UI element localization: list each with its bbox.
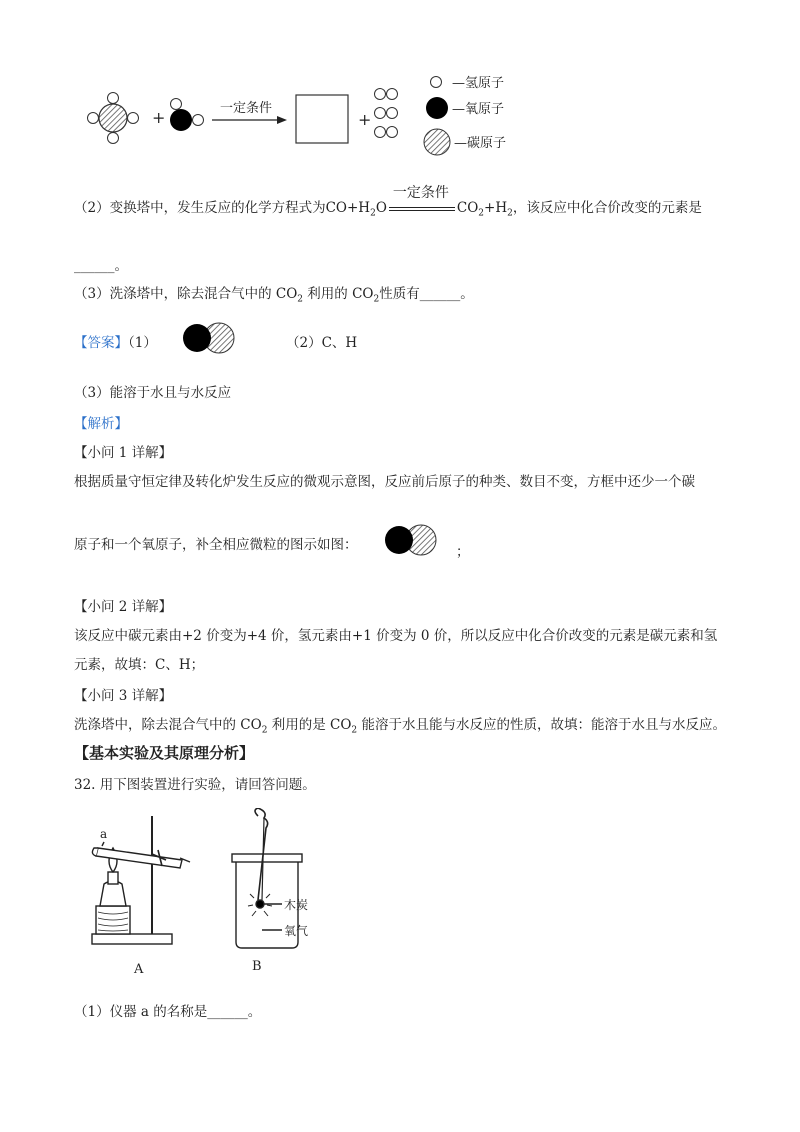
legend-oxygen: —氧原子 (452, 102, 505, 117)
sub-heading-2: 【小问 2 详解】 (74, 599, 173, 615)
methane-molecule (88, 93, 139, 144)
figure-a-label: A (134, 962, 144, 977)
answer-tag: 【答案】 (74, 335, 128, 351)
legend-hydrogen: —氢原子 (452, 76, 505, 91)
figure-b-label: B (252, 959, 262, 974)
analysis-molecule-co (380, 522, 442, 558)
question-32-title: 32. 用下图装置进行实验，请回答问题。 (74, 777, 316, 793)
eq-condition: 一定条件 (392, 184, 449, 201)
arrow-label: 一定条件 (220, 101, 273, 116)
water-molecule (170, 99, 204, 132)
analysis-text-1c: ； (456, 544, 470, 560)
analysis-text-1a: 根据质量守恒定律及转化炉发生反应的微观示意图，反应前后原子的种类、数目不变，方框中还少一个碳 (74, 474, 695, 490)
answer-molecule-co (178, 320, 240, 356)
question-32-sub-1: （1）仪器 a 的名称是______。 (74, 1004, 262, 1020)
question-3: （3）洗涤塔中，除去混合气中的 $CO_2$ 利用的 $CO_2$性质有______。 (74, 286, 474, 305)
chemical-equation: $CO+H_2O$ 一定条件 $CO_2+H_2$ (326, 200, 513, 219)
question-2: （2）变换塔中，发生反应的化学方程式为$CO+H_2O$ 一定条件 $CO_2+H_2$，该反应中化合价改变的元素是 (74, 196, 702, 219)
label-charcoal: 木炭 (284, 898, 309, 912)
apparatus-figure (86, 808, 346, 978)
sub-heading-1: 【小问 1 详解】 (74, 445, 173, 461)
analysis-text-1b: 原子和一个氧原子，补全相应微粒的图示如图： (74, 537, 358, 553)
label-a: a (100, 827, 108, 841)
analysis-text-2b: 元素，故填：C、H； (74, 657, 205, 673)
answer-part-3: （3）能溶于水且与水反应 (74, 385, 232, 401)
legend (424, 77, 450, 156)
svg-text:+: + (152, 108, 166, 127)
answer-part-2: （2）C、H (286, 335, 358, 351)
analysis-text-2a: 该反应中碳元素由+2 价变为+4 价，氢元素由+1 价变为 0 价，所以反应中化合价改变的元素是碳元素和氢 (74, 628, 718, 644)
section-title: 【基本实验及其原理分析】 (74, 744, 255, 762)
legend-carbon: —碳原子 (454, 136, 507, 151)
label-oxygen: 氧气 (284, 924, 309, 938)
analysis-text-3: 洗涤塔中，除去混合气中的 $CO_2$ 利用的是 $CO_2$ 能溶于水且能与水反应的性质，故填：能溶于水且与水反应。 (74, 717, 726, 736)
analysis-tag: 【解析】 (74, 416, 128, 432)
empty-box (296, 95, 348, 143)
q2-blank: ______。 (74, 258, 128, 274)
svg-text:+: + (358, 110, 372, 129)
reaction-diagram (80, 68, 540, 160)
sub-heading-3: 【小问 3 详解】 (74, 688, 173, 704)
answer-line: 【答案】（1） (74, 335, 157, 351)
hydrogen-molecules (375, 89, 398, 138)
